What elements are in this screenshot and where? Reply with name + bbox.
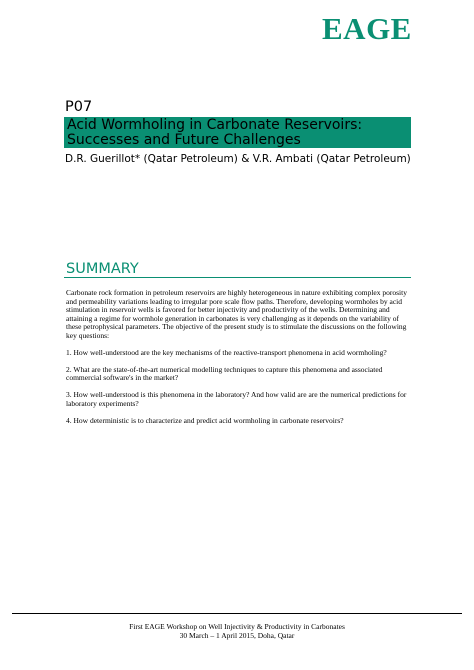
question-1: 1. How well-understood are the key mechanisms of the reactive-transport phenomena in acid wormholing?: [66, 347, 387, 357]
summary-intro-paragraph: Carbonate rock formation in petroleum reservoirs are highly heterogeneous in nature exhibiting complex porosity and permeability variations leading to irregular pore scale flow paths. Therefore, developing wormholes by acid stimulation in reservoir wells is favored for better injectivity and productivity of the wells. Determining and attaining a regime for wormhole generation in carbonates is very challenging as it depends on the variability of these petrophysical parameters. The objective of the present study is to stimulate the discussions on the following key questions:: [66, 288, 407, 340]
question-4: 4. How deterministic is to characterize and predict acid wormholing in carbonate reservoirs?: [66, 415, 344, 425]
summary-rule: [64, 277, 411, 278]
authors: D.R. Guerillot* (Qatar Petroleum) & V.R. Ambati (Qatar Petroleum): [65, 153, 411, 165]
footer: [0, 622, 474, 640]
footer-workshop-name: First EAGE Workshop on Well Injectivity & Productivity in Carbonates: [129, 622, 345, 631]
footer-dates-location: 30 March – 1 April 2015, Doha, Qatar: [179, 631, 295, 640]
question-3: 3. How well-understood is this phenomena in the laboratory? And how valid are are the numerical predictions for laboratory experiments?: [66, 390, 407, 408]
summary-heading: SUMMARY: [66, 261, 139, 277]
question-2: 2. What are the state-of-the-art numerical modelling techniques to capture this phenomena and associated commercial software's in the market?: [66, 364, 383, 382]
summary-body: [66, 289, 414, 434]
eage-logo: EAGE: [322, 11, 412, 46]
paper-code: P07: [65, 99, 93, 115]
paper-title: Acid Wormholing in Carbonate Reservoirs: Successes and Future Challenges: [67, 117, 363, 148]
footer-rule: [12, 613, 462, 614]
